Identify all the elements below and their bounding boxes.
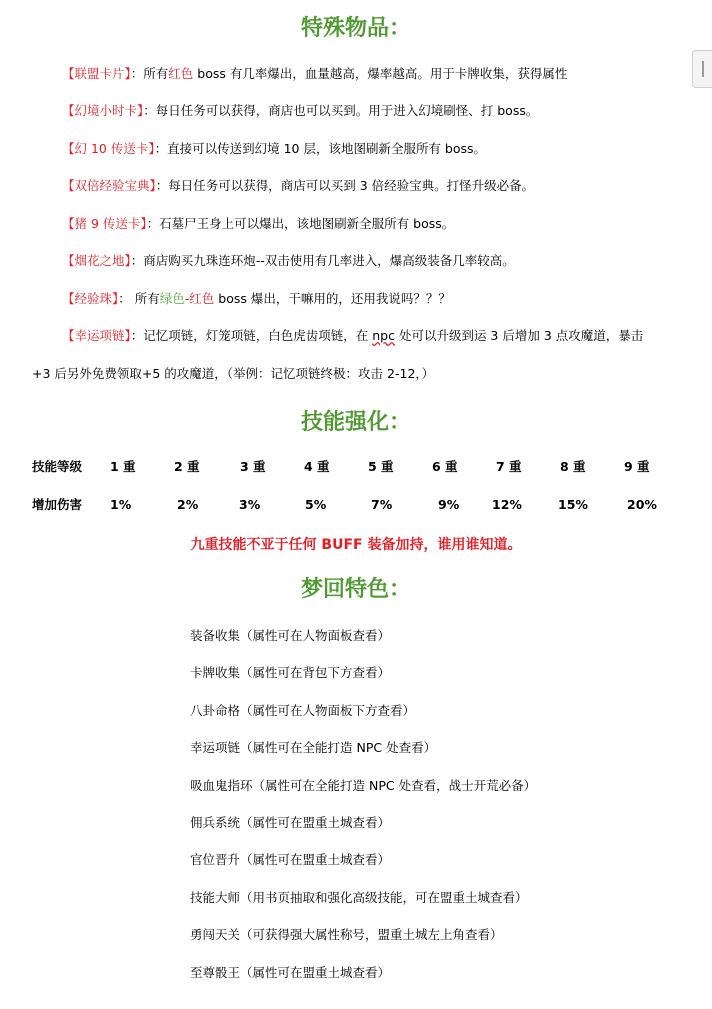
item-tag: 【经验珠】 [62,291,119,306]
item-text: ：所有 [130,66,169,81]
item-tag: 【幻 10 传送卡】 [62,141,155,156]
skill-damage-label: 增加伤害 [32,497,83,512]
skill-level-cell: 3 重 [240,459,266,474]
skill-damage-row [0,495,712,515]
special-items-heading: 特殊物品： [300,16,411,41]
item-text: boss 有几率爆出，血量越高，爆率越高。用于卡牌收集，获得属性 [193,66,568,81]
scroll-grip-icon [702,61,704,77]
skill-damage-cell: 5% [305,497,327,512]
special-item-illusion-10-card [62,139,486,159]
feature-item: 八卦命格（属性可在人物面板下方查看） [190,703,416,718]
red-word: 红色 [168,66,194,81]
item-text: ：每日任务可以获得，商店也可以买到。用于进入幻境刷怪、打 boss。 [143,103,539,118]
skill-level-cell: 8 重 [560,459,586,474]
skill-heading: 技能强化： [300,410,411,435]
special-item-firework-land [62,251,515,271]
item-tag: 【幸运项链】 [62,328,131,343]
green-word: 绿色 [159,291,185,306]
special-item-pig9-card [62,214,454,234]
feature-item: 装备收集（属性可在人物面板查看） [190,628,391,643]
dash: - [184,291,190,306]
feature-item: 幸运项链（属性可在全能打造 NPC 处查看） [190,740,437,755]
skill-damage-cell: 3% [239,497,261,512]
red-word: 红色 [189,291,215,306]
item-text: ：石墓尸王身上可以爆出，该地图刷新全服所有 boss。 [146,216,455,231]
special-item-alliance-card [62,64,567,84]
skill-level-cell: 6 重 [432,459,458,474]
item-tag: 【幻境小时卡】 [62,103,144,118]
skill-level-cell: 1 重 [110,459,136,474]
item-text: ：每日任务可以获得，商店可以买到 3 倍经验宝典。打怪升级必备。 [155,178,535,193]
skill-level-cell: 5 重 [368,459,394,474]
special-item-double-exp-book [62,176,534,196]
skill-level-label: 技能等级 [32,459,83,474]
item-text: ：商店购买九珠连环炮--双击使用有几率进入，爆高级装备几率较高。 [130,253,515,268]
feature-item: 吸血鬼指环（属性可在全能打造 NPC 处查看，战士开荒必备） [190,778,537,793]
item-text: ：记忆项链，灯笼项链，白色虎齿项链，在 [130,328,373,343]
item-text: 处可以升级到运 3 后增加 3 点攻魔道，暴击 [394,328,644,343]
skill-level-cell: 9 重 [624,459,650,474]
item-tag: 【联盟卡片】 [62,66,131,81]
side-scroll-tab[interactable] [692,50,712,88]
skill-damage-cell: 7% [371,497,393,512]
skill-damage-cell: 1% [110,497,132,512]
special-item-illusion-hour-card [62,101,538,121]
item-tag: 【猪 9 传送卡】 [62,216,147,231]
special-item-lucky-chain-line2: +3 后另外免费领取+5 的攻魔道，（举例：记忆项链终极：攻击 2-12，） [32,366,435,381]
item-tag: 【烟花之地】 [62,253,131,268]
feature-item: 技能大师（用书页抽取和强化高级技能，可在盟重土城查看） [190,890,528,905]
skill-damage-cell: 20% [627,497,657,512]
skill-damage-cell: 2% [177,497,199,512]
skill-damage-cell: 15% [558,497,588,512]
feature-item: 官位晋升（属性可在盟重土城查看） [190,852,391,867]
skill-level-cell: 7 重 [496,459,522,474]
item-text: ： 所有 [118,291,160,306]
special-item-exp-ball [62,289,451,309]
skill-damage-cell: 12% [492,497,522,512]
skill-level-cell: 2 重 [174,459,200,474]
skill-level-cell: 4 重 [304,459,330,474]
item-text: ：直接可以传送到幻境 10 层，该地图刷新全服所有 boss。 [154,141,487,156]
feature-item: 卡牌收集（属性可在背包下方查看） [190,665,391,680]
item-text: boss 爆出，干嘛用的，还用我说吗？？？ [214,291,451,306]
feature-item: 佣兵系统（属性可在盟重土城查看） [190,815,391,830]
feature-item: 至尊骰王（属性可在盟重土城查看） [190,965,391,980]
npc-word: npc [372,328,395,343]
features-heading: 梦回特色： [300,577,411,602]
special-item-lucky-chain [62,326,643,346]
skill-note: 九重技能不亚于任何 BUFF 装备加持，谁用谁知道。 [190,537,522,553]
item-tag: 【双倍经验宝典】 [62,178,156,193]
skill-damage-cell: 9% [438,497,460,512]
skill-level-row [0,457,712,477]
feature-item: 勇闯天关（可获得强大属性称号，盟重土城左上角查看） [190,927,503,942]
